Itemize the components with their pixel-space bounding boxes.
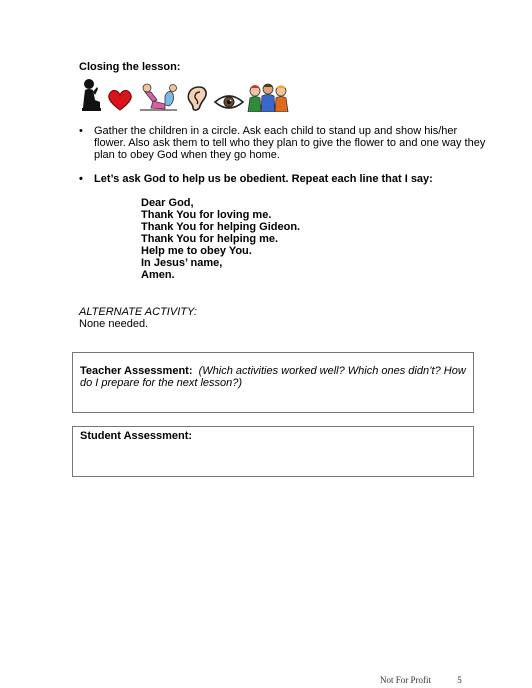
alternate-activity-heading: ALTERNATE ACTIVITY: xyxy=(79,306,197,318)
page-footer xyxy=(380,675,462,685)
prayer-line: Thank You for loving me. xyxy=(141,209,272,221)
prayer-line: Thank You for helping Gideon. xyxy=(141,221,301,233)
page-number: 5 xyxy=(457,675,462,685)
ear-icon xyxy=(183,84,211,112)
icon-row xyxy=(80,78,289,112)
prayer-block xyxy=(141,197,300,281)
prayer-line: Dear God, xyxy=(141,197,194,209)
student-assessment-label: Student Assessment: xyxy=(80,430,193,442)
eye-icon xyxy=(214,92,244,112)
footer-text: Not For Profit xyxy=(380,675,432,685)
bullet-dot: • xyxy=(79,125,83,137)
prayer-line: In Jesus’ name, xyxy=(141,257,223,269)
alternate-activity-body: None needed. xyxy=(79,318,149,330)
prayer-line: Help me to obey You. xyxy=(141,245,252,257)
group-of-children-icon xyxy=(247,82,289,112)
bullet-text: Let’s ask God to help us be obedient. Repeat each line that I say: xyxy=(94,173,433,185)
praying-child-icon xyxy=(80,78,102,112)
teacher-assessment-text xyxy=(80,365,468,389)
teacher-assessment-box[interactable] xyxy=(72,352,474,413)
bullet-dot: • xyxy=(79,173,83,185)
teacher-assessment-label: Teacher Assessment: xyxy=(80,365,193,377)
prayer-line: Thank You for helping me. xyxy=(141,233,279,245)
heart-icon xyxy=(107,88,133,112)
student-assessment-text xyxy=(80,430,192,442)
bullet-text: Gather the children in a circle. Ask each child to stand up and show his/her flower. Also ask them to tell who they plan to give the flower to and one way they plan to obey God when they go home. xyxy=(94,125,486,161)
closing-heading: Closing the lesson: xyxy=(79,61,181,73)
prayer-line: Amen. xyxy=(141,269,175,281)
kneeling-figure-icon xyxy=(139,80,179,112)
teacher-assessment-prompt: (Which activities worked well? Which ones didn’t? How do I prepare for the next lesson?) xyxy=(80,365,466,389)
student-assessment-box[interactable] xyxy=(72,426,474,477)
